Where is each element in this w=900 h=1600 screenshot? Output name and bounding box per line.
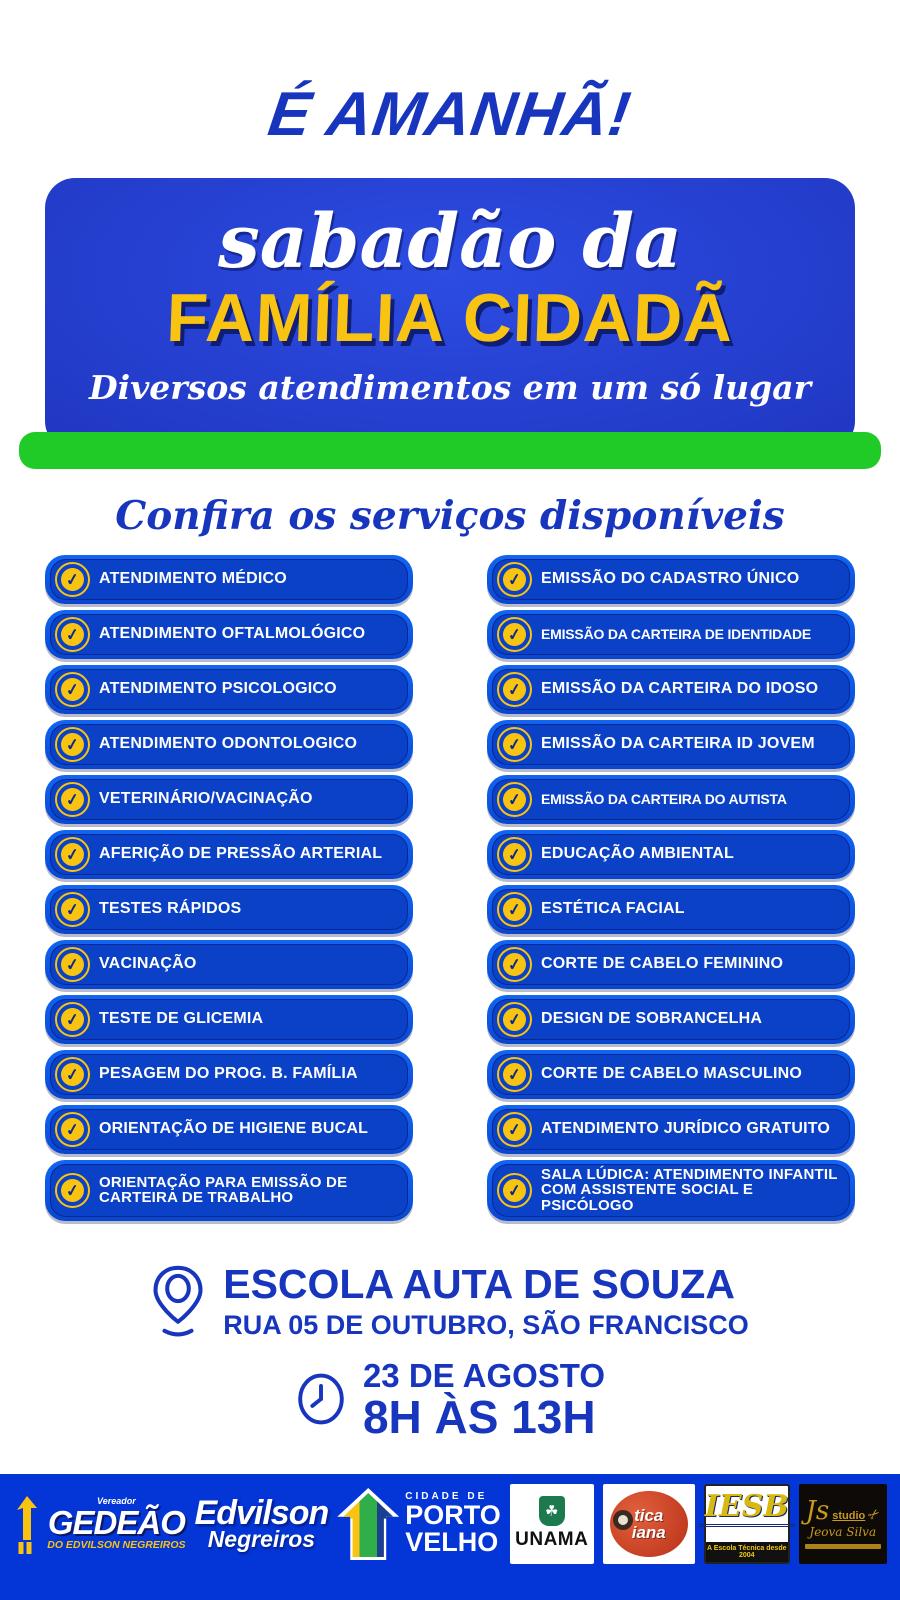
service-label: ESTÉTICA FACIAL bbox=[541, 899, 685, 917]
service-label: CORTE DE CABELO MASCULINO bbox=[541, 1064, 802, 1082]
service-item bbox=[487, 610, 855, 659]
check-icon: ✓ bbox=[55, 837, 90, 872]
edvilson-line1: Edvilson bbox=[194, 1494, 329, 1533]
service-label: EDUCAÇÃO AMBIENTAL bbox=[541, 844, 734, 862]
check-icon: ✓ bbox=[55, 1002, 90, 1037]
service-label: ATENDIMENTO OFTALMOLÓGICO bbox=[99, 624, 366, 642]
hero-subtitle: Diversos atendimentos em um só lugar bbox=[88, 367, 812, 407]
service-label: ATENDIMENTO JURÍDICO GRATUITO bbox=[541, 1119, 831, 1137]
gedeao-logo bbox=[13, 1484, 185, 1564]
check-icon: ✓ bbox=[55, 1112, 90, 1147]
unama-logo bbox=[510, 1484, 594, 1564]
iesb-name-label: IESB bbox=[699, 1492, 795, 1527]
hero-banner bbox=[45, 178, 855, 451]
check-icon: ✓ bbox=[55, 1173, 90, 1208]
service-label: ATENDIMENTO MÉDICO bbox=[99, 569, 287, 587]
service-item bbox=[487, 1050, 855, 1099]
js-studio-logo bbox=[799, 1484, 887, 1564]
check-icon: ✓ bbox=[497, 837, 532, 872]
service-item bbox=[45, 995, 413, 1044]
service-item bbox=[487, 830, 855, 879]
venue-address: RUA 05 DE OUTUBRO, SÃO FRANCISCO bbox=[223, 1309, 749, 1340]
check-icon: ✓ bbox=[55, 892, 90, 927]
js-gold-strip bbox=[805, 1544, 881, 1549]
service-label: ATENDIMENTO ODONTOLOGICO bbox=[99, 734, 358, 752]
service-item bbox=[45, 720, 413, 769]
edvilson-negreiros-logo bbox=[195, 1484, 329, 1564]
pv-small-label: CIDADE DE bbox=[405, 1490, 488, 1502]
sponsor-footer bbox=[0, 1474, 900, 1600]
check-icon: ✓ bbox=[497, 617, 532, 652]
service-label: EMISSÃO DA CARTEIRA DO AUTISTA bbox=[541, 790, 787, 807]
check-icon: ✓ bbox=[497, 947, 532, 982]
service-label: EMISSÃO DA CARTEIRA ID JOVEM bbox=[541, 734, 815, 752]
js-initials-label: Js bbox=[805, 1496, 830, 1527]
check-icon: ✓ bbox=[55, 672, 90, 707]
check-icon: ✓ bbox=[497, 1173, 532, 1208]
service-label: ORIENTAÇÃO DE HIGIENE BUCAL bbox=[99, 1119, 369, 1137]
service-item bbox=[487, 995, 855, 1044]
check-icon: ✓ bbox=[497, 782, 532, 817]
otica-watch-icon bbox=[613, 1510, 633, 1530]
edvilson-line2: Negreiros bbox=[207, 1526, 316, 1553]
pv-line1-label: PORTO bbox=[405, 1499, 501, 1530]
service-label: PESAGEM DO PROG. B. FAMÍLIA bbox=[99, 1064, 358, 1082]
pv-line2-label: VELHO bbox=[405, 1526, 499, 1557]
service-item bbox=[45, 555, 413, 604]
services-section-title: Confira os serviços disponíveis bbox=[115, 492, 785, 539]
location-pin-icon bbox=[151, 1264, 205, 1340]
schedule-block bbox=[295, 1356, 606, 1443]
services-grid bbox=[45, 555, 855, 1221]
clock-icon bbox=[295, 1371, 347, 1427]
js-studio-label: studio bbox=[832, 1510, 866, 1523]
service-item bbox=[45, 1105, 413, 1154]
service-item bbox=[487, 1105, 855, 1154]
otica-line2: iana bbox=[631, 1522, 666, 1542]
venue-name: ESCOLA AUTA DE SOUZA bbox=[223, 1260, 735, 1307]
service-item bbox=[487, 1160, 855, 1221]
check-icon: ✓ bbox=[497, 1002, 532, 1037]
hero-script-line: sabadão da bbox=[218, 199, 682, 285]
service-label: VETERINÁRIO/VACINAÇÃO bbox=[99, 789, 313, 807]
service-label: VACINAÇÃO bbox=[99, 954, 197, 972]
venue-block bbox=[151, 1260, 749, 1341]
page-title: É AMANHÃ! bbox=[264, 80, 636, 149]
service-label: TESTES RÁPIDOS bbox=[99, 899, 242, 917]
service-label: EMISSÃO DO CADASTRO ÚNICO bbox=[541, 569, 800, 587]
service-item bbox=[45, 830, 413, 879]
service-item bbox=[487, 665, 855, 714]
unama-tree-icon: ☘ bbox=[539, 1496, 565, 1526]
check-icon: ✓ bbox=[55, 782, 90, 817]
service-item bbox=[487, 775, 855, 824]
check-icon: ✓ bbox=[497, 1057, 532, 1092]
service-item bbox=[45, 940, 413, 989]
check-icon: ✓ bbox=[497, 672, 532, 707]
otica-line1: tica bbox=[634, 1505, 664, 1525]
service-label: DESIGN DE SOBRANCELHA bbox=[541, 1009, 763, 1027]
gedeao-role-label: Vereador bbox=[97, 1496, 136, 1507]
service-item bbox=[487, 555, 855, 604]
service-label: TESTE DE GLICEMIA bbox=[99, 1009, 264, 1027]
service-item bbox=[487, 885, 855, 934]
gedeao-sub-label: DO EDVILSON NEGREIROS bbox=[47, 1539, 186, 1552]
porto-velho-logo bbox=[337, 1484, 501, 1564]
service-label: CORTE DE CABELO FEMININO bbox=[541, 954, 784, 972]
check-icon: ✓ bbox=[55, 1057, 90, 1092]
hero-main-title: FAMÍLIA CIDADÃ bbox=[165, 279, 735, 356]
green-divider-bar bbox=[19, 432, 881, 469]
unama-name-label: UNAMA bbox=[515, 1529, 589, 1551]
service-item bbox=[487, 940, 855, 989]
check-icon: ✓ bbox=[497, 1112, 532, 1147]
service-item bbox=[45, 1160, 413, 1221]
service-label: ATENDIMENTO PSICOLOGICO bbox=[99, 679, 337, 697]
iesb-sub-label: A Escola Técnica desde 2004 bbox=[706, 1542, 788, 1562]
js-owner-label: Jeova Silva bbox=[809, 1525, 877, 1540]
service-item bbox=[45, 775, 413, 824]
otica-viana-logo bbox=[603, 1484, 695, 1564]
scissors-icon: ✂ bbox=[864, 1504, 884, 1525]
service-label: SALA LÚDICA: ATENDIMENTO INFANTIL COM ASSISTENTE SOCIAL E PSICÓLOGO bbox=[541, 1165, 838, 1215]
porto-velho-arrow-icon bbox=[337, 1488, 399, 1560]
event-date: 23 DE AGOSTO bbox=[362, 1356, 606, 1394]
check-icon: ✓ bbox=[55, 617, 90, 652]
service-item bbox=[45, 610, 413, 659]
service-item bbox=[45, 665, 413, 714]
check-icon: ✓ bbox=[497, 562, 532, 597]
iesb-logo bbox=[704, 1484, 790, 1564]
check-icon: ✓ bbox=[55, 947, 90, 982]
service-item bbox=[487, 720, 855, 769]
gedeao-name-label: GEDEÃO bbox=[47, 1504, 185, 1542]
service-label: EMISSÃO DA CARTEIRA DE IDENTIDADE bbox=[541, 625, 812, 642]
gedeao-figure-icon bbox=[13, 1492, 43, 1556]
check-icon: ✓ bbox=[55, 727, 90, 762]
service-label: ORIENTAÇÃO PARA EMISSÃO DE CARTEIRA DE TRABALHO bbox=[99, 1173, 348, 1207]
event-hours: 8H ÀS 13H bbox=[362, 1390, 596, 1443]
service-item bbox=[45, 885, 413, 934]
service-item bbox=[45, 1050, 413, 1099]
check-icon: ✓ bbox=[497, 892, 532, 927]
service-label: AFERIÇÃO DE PRESSÃO ARTERIAL bbox=[99, 844, 383, 862]
service-label: EMISSÃO DA CARTEIRA DO IDOSO bbox=[541, 679, 819, 697]
check-icon: ✓ bbox=[55, 562, 90, 597]
check-icon: ✓ bbox=[497, 727, 532, 762]
